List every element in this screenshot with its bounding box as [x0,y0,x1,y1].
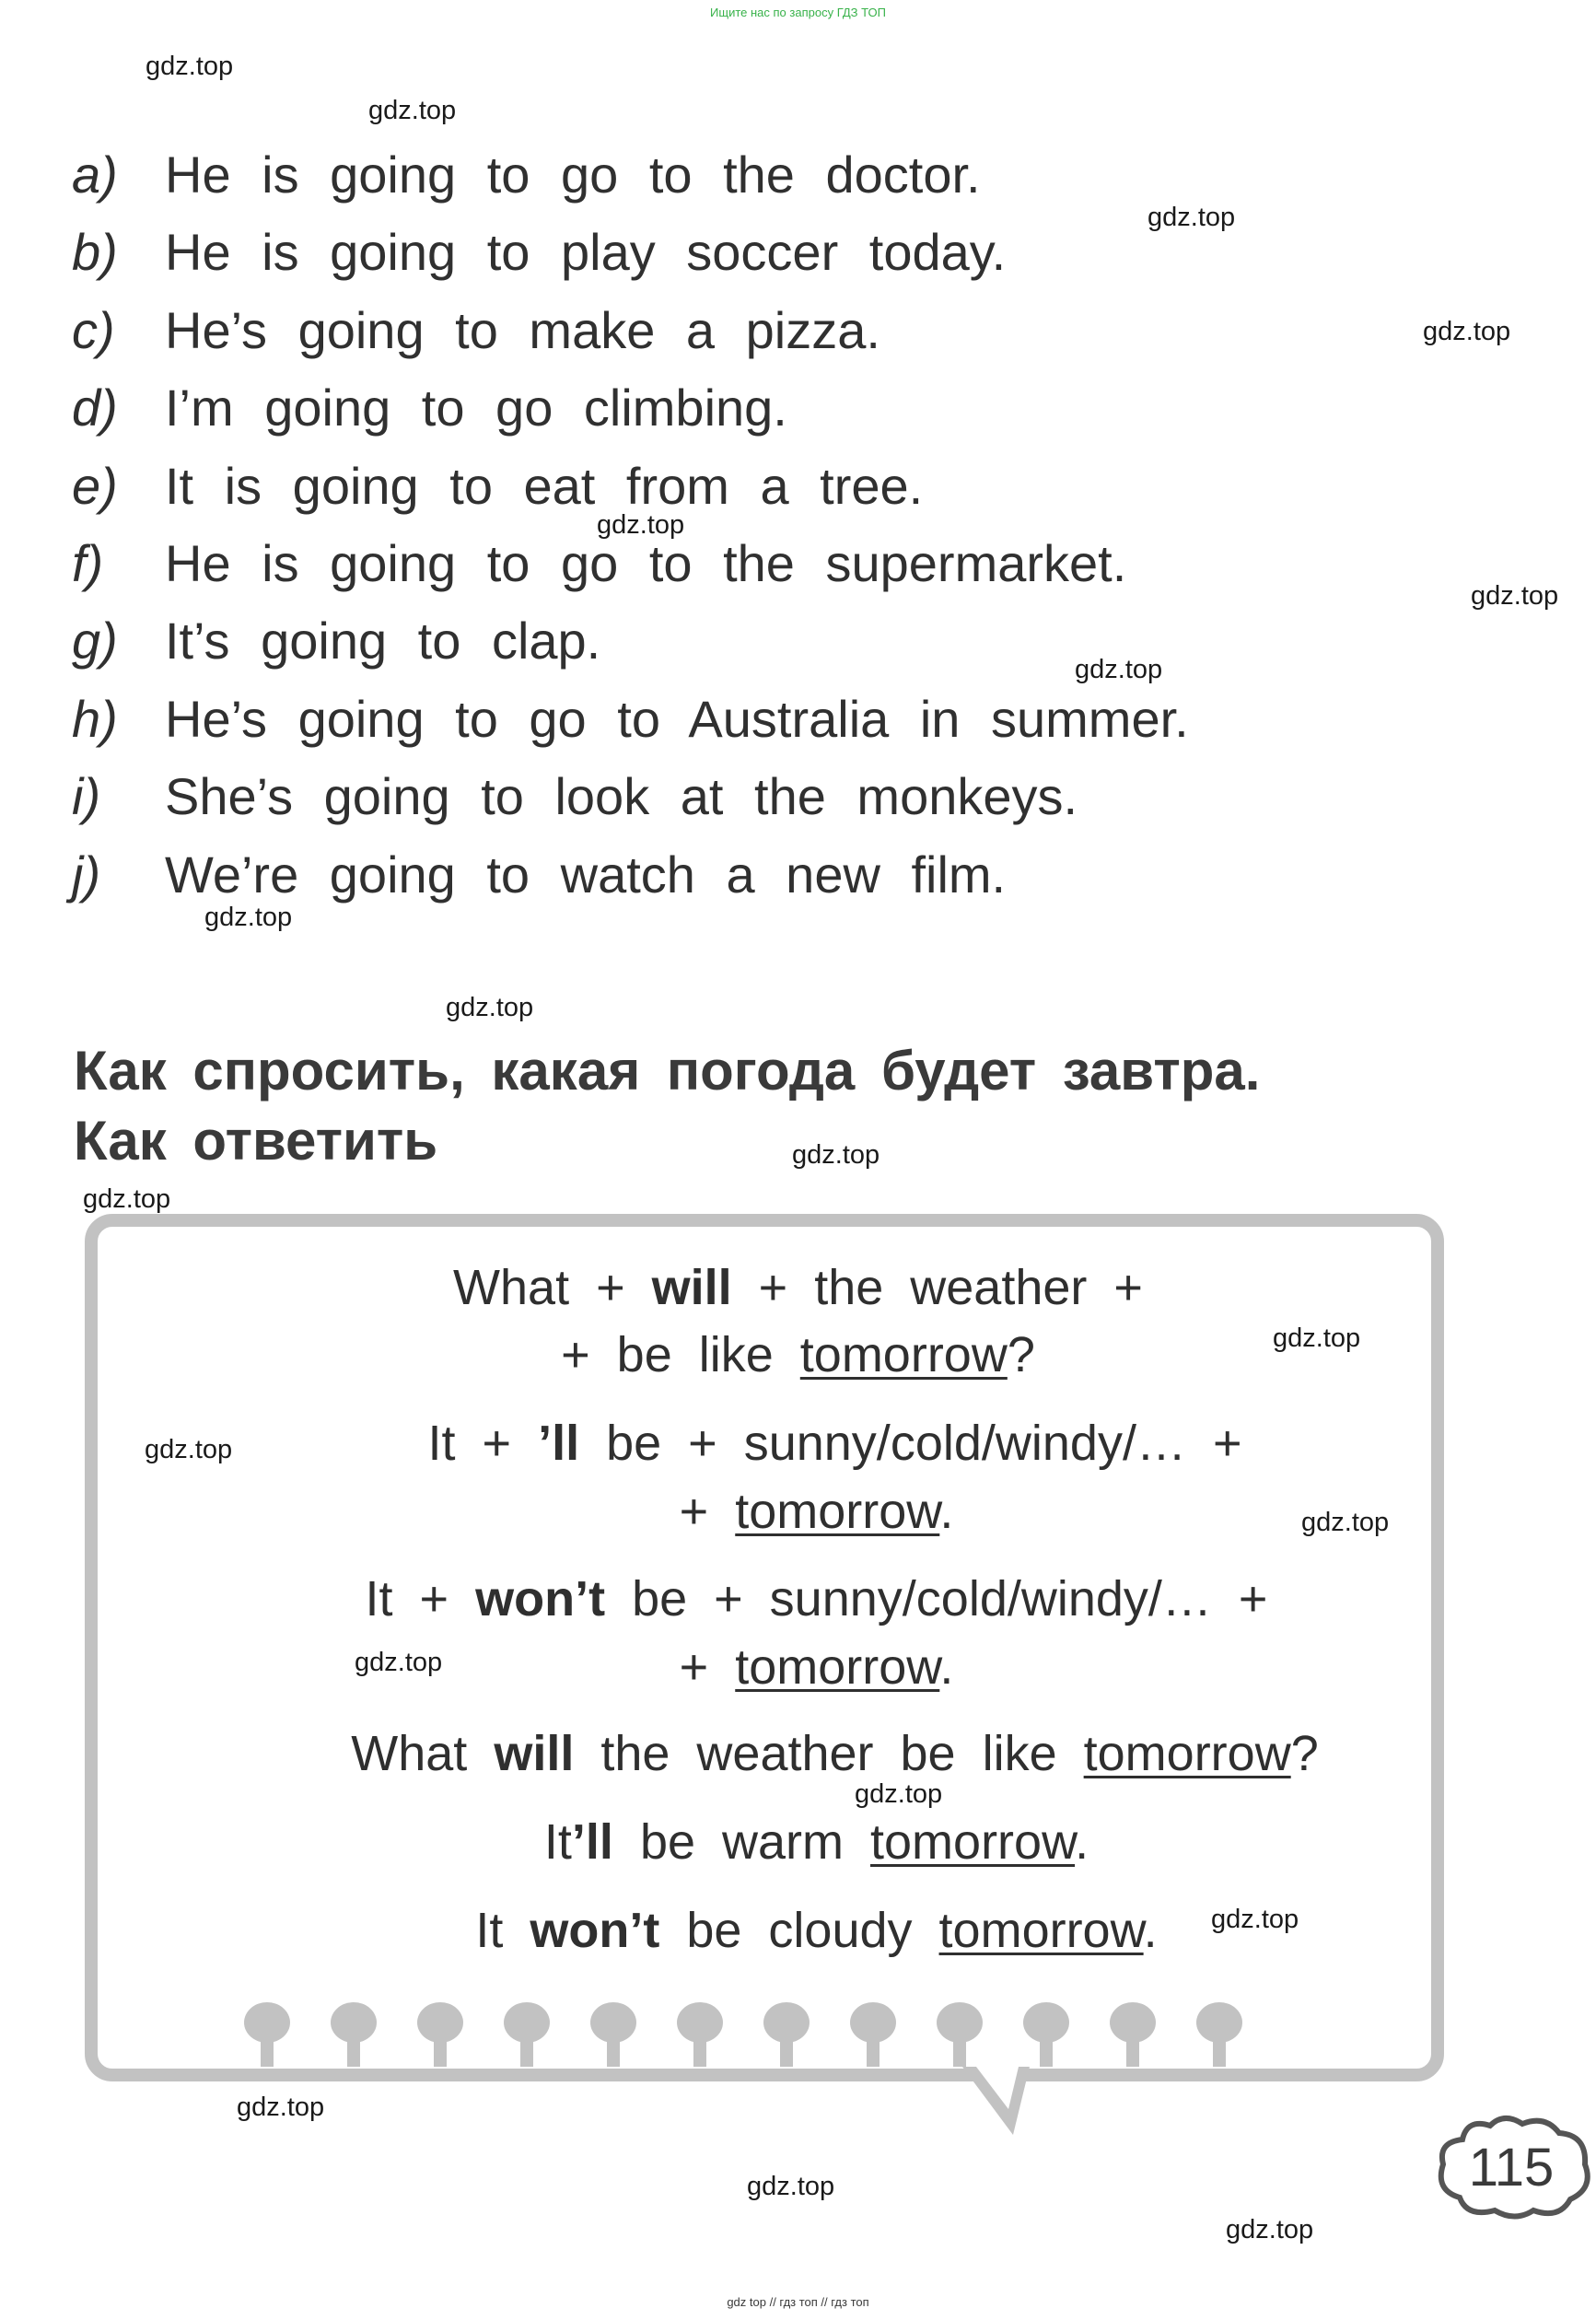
formula-keyword: won’t [475,1571,606,1626]
answer-label: f) [72,533,104,592]
formula-question [0,1259,1596,1316]
formula-text: + [679,1484,709,1539]
example-question [37,1725,1596,1782]
example-punct: . [1075,1814,1089,1870]
watermark: gdz.top [1075,655,1163,684]
page-number: 115 [1468,2138,1555,2198]
formula-text: + the weather + [758,1260,1143,1315]
watermark: gdz.top [1273,1323,1361,1353]
answer-text: He is going to play soccer today. [165,223,1007,282]
watermark: gdz.top [1226,2215,1314,2244]
answer-label: a) [72,146,118,204]
example-punct: ? [1290,1726,1319,1781]
formula-negative [18,1570,1596,1627]
watermark: gdz.top [145,1435,233,1464]
answer-text: We’re going to watch a new film. [165,845,1007,904]
section-heading [74,1036,1260,1176]
section-heading-line1: Как спросить, какая погода будет завтра. [74,1040,1261,1102]
formula-punct: . [939,1484,954,1539]
formula-underlined: tomorrow [735,1639,940,1695]
example-text: It [543,1814,572,1870]
watermark: gdz.top [237,2093,325,2122]
section-heading-line2: Как ответить [74,1110,438,1172]
formula-text: It + [427,1416,512,1471]
watermark: gdz.top [368,96,457,125]
answer-item [72,681,1189,758]
answer-text: I’m going to go climbing. [165,379,787,437]
watermark: gdz.top [1423,317,1511,346]
watermark: gdz.top [146,52,234,81]
answer-label: h) [72,689,118,748]
example-keyword: will [494,1726,575,1781]
answer-item [72,214,1189,291]
example-text: be cloudy [686,1903,913,1958]
answer-text: He is going to go to the supermarket. [165,533,1127,592]
answer-item [72,292,1189,369]
example-underlined: tomorrow [1083,1726,1291,1781]
answer-text: He’s going to make a pizza. [165,300,880,359]
formula-punct: ? [1007,1327,1035,1382]
formula-underlined: tomorrow [735,1484,940,1539]
formula-positive [37,1415,1596,1472]
answer-label: j) [72,845,101,904]
formula-text: + [679,1639,709,1695]
formula-text: be + sunny/cold/windy/… + [632,1571,1268,1626]
example-underlined: tomorrow [938,1903,1144,1958]
example-text: What [351,1726,468,1781]
example-negative [18,1902,1596,1959]
watermark: gdz.top [204,903,293,932]
formula-text: What + [453,1260,625,1315]
answer-text: She’s going to look at the monkeys. [165,767,1078,826]
answer-text: He’s going to go to Australia in summer. [165,689,1189,748]
example-underlined: tomorrow [870,1814,1076,1870]
formula-negative-cont [18,1638,1596,1696]
answer-label: c) [72,300,115,359]
watermark: gdz.top [1301,1508,1390,1537]
answer-label: b) [72,223,118,282]
example-keyword: won’t [530,1903,660,1958]
answer-item [72,369,1189,447]
search-hint-banner: Ищите нас по запросу ГДЗ ТОП [710,6,886,19]
watermark: gdz.top [83,1184,171,1214]
formula-underlined: tomorrow [799,1327,1008,1382]
watermark: gdz.top [1211,1905,1299,1934]
example-keyword: ’ll [571,1814,613,1870]
example-text: be warm [639,1814,844,1870]
formula-text: + be like [561,1327,774,1382]
watermark: gdz.top [446,993,534,1022]
formula-text: be + sunny/cold/windy/… + [606,1416,1242,1471]
watermark: gdz.top [597,510,685,540]
answer-item [72,758,1189,835]
watermark: gdz.top [792,1140,880,1170]
watermark: gdz.top [855,1779,943,1809]
formula-keyword: ’ll [538,1416,580,1471]
answer-item [72,136,1189,214]
answer-label: i) [72,767,101,826]
answer-item [72,602,1189,680]
watermark: gdz.top [355,1648,443,1677]
answer-text: He is going to go to the doctor. [165,146,981,204]
answer-label: d) [72,379,118,437]
answer-text: It is going to eat from a tree. [165,456,924,515]
formula-punct: . [939,1639,954,1695]
formula-keyword: will [651,1260,732,1315]
answer-label: e) [72,456,118,515]
answer-label: g) [72,612,118,670]
answer-text: It’s going to clap. [165,612,601,670]
example-text: It [475,1903,504,1958]
example-text: the weather be like [600,1726,1057,1781]
example-punct: . [1143,1903,1158,1958]
watermark: gdz.top [747,2172,835,2201]
example-positive [18,1813,1596,1871]
footer-banner: gdz top // гдз топ // гдз топ [727,2295,869,2309]
watermark: gdz.top [1471,581,1559,611]
watermark: gdz.top [1147,203,1236,232]
formula-text: It + [365,1571,449,1626]
